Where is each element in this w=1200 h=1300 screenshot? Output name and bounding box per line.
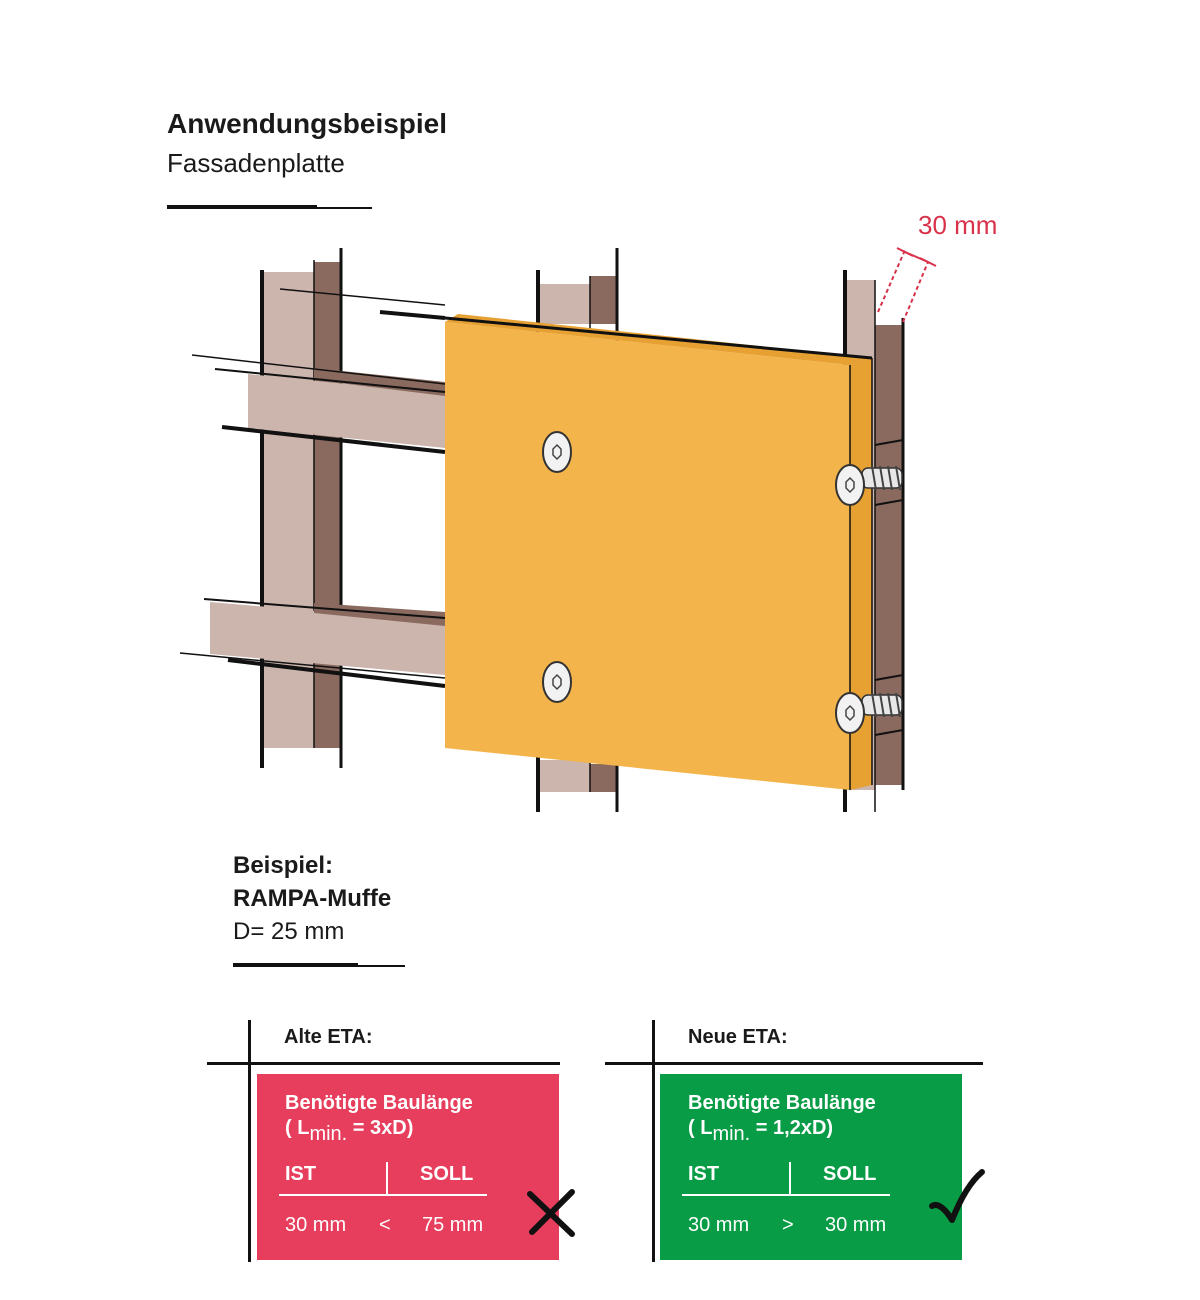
old-eta-card-title: Benötigte Baulänge [285, 1092, 473, 1114]
new-eta-ist-value: 30 mm [688, 1214, 750, 1236]
left-stud [262, 248, 341, 768]
left-stud-face [264, 272, 314, 748]
example-heading: Beispiel: [233, 852, 334, 879]
old-eta-row-divider [279, 1194, 487, 1196]
upper-beam [192, 355, 445, 452]
old-eta-heading: Alte ETA: [284, 1026, 373, 1048]
new-eta-operator: > [782, 1214, 794, 1236]
new-eta-card [660, 1074, 962, 1260]
old-eta-col-soll: SOLL [420, 1163, 474, 1185]
new-eta-heading: Neue ETA: [688, 1026, 788, 1048]
old-eta-horizontal-line [207, 1062, 560, 1065]
new-eta-formula: ( $L_{min.} = 1,2xD$) [688, 1117, 834, 1145]
left-stud-side [314, 262, 341, 748]
example-diameter: D= 25 mm [233, 918, 345, 945]
panel-front [445, 322, 850, 790]
screw-head-lower [543, 662, 571, 702]
new-eta-soll-value: 30 mm [825, 1214, 887, 1236]
old-eta-vertical-line [248, 1020, 251, 1262]
new-eta-card-title: Benötigte Baulänge [688, 1092, 876, 1114]
new-eta-row-divider [682, 1194, 890, 1196]
old-eta-ist-value: 30 mm [285, 1214, 347, 1236]
example-product: RAMPA-Muffe [233, 885, 392, 912]
old-eta-card [257, 1074, 559, 1260]
new-eta-col-divider [789, 1162, 791, 1195]
new-eta-col-ist: IST [688, 1163, 720, 1185]
dimension-marker [878, 248, 936, 322]
old-eta-col-divider [386, 1162, 388, 1195]
page-title: Anwendungsbeispiel [167, 108, 448, 139]
new-eta-vertical-line [652, 1020, 655, 1262]
old-eta-soll-value: 75 mm [422, 1214, 484, 1236]
cross-icon [522, 1186, 582, 1240]
page-subtitle: Fassadenplatte [167, 148, 345, 178]
facade-panel [445, 314, 872, 790]
dimension-label: 30 mm [918, 210, 998, 240]
example-underline-thin [233, 965, 405, 967]
new-eta-col-soll: SOLL [823, 1163, 877, 1185]
old-eta-col-ist: IST [285, 1163, 317, 1185]
old-eta-operator: < [379, 1214, 391, 1236]
new-eta-horizontal-line [605, 1062, 983, 1065]
check-icon [926, 1166, 988, 1230]
screw-head-upper [543, 432, 571, 472]
old-eta-formula: ( $L_{min.} = 3xD$) [285, 1117, 414, 1145]
